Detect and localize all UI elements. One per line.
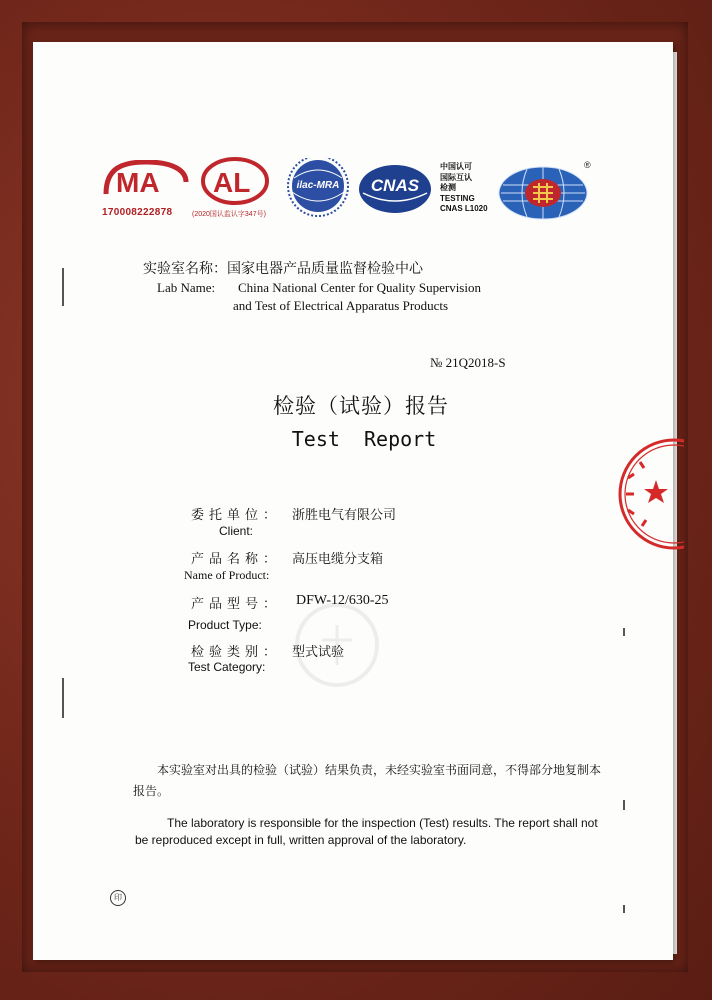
statement-en: The laboratory is responsible for the inspection (Test) results. The report shall not be reproduced except in full, written approval of the laboratory. <box>135 816 598 847</box>
lab-name-cn-value: 国家电器产品质量监督检验中心 <box>227 261 423 277</box>
lab-name-cn-label: 实验室名称： <box>143 261 227 277</box>
field-value-test-category: 型式试验 <box>292 645 345 660</box>
field-value-client: 浙胜电气有限公司 <box>292 508 397 523</box>
staple-mark <box>623 628 625 636</box>
statement-cn: 本实验室对出具的检验（试验）结果负责，未经实验室书面同意，不得部分地复制本报告。 <box>133 763 602 798</box>
field-label-en-product-type: Product Type: <box>188 618 262 632</box>
report-title-en: Test Report <box>291 427 437 451</box>
staple-mark <box>623 800 625 810</box>
cnas-info-line: TESTING <box>440 193 475 203</box>
staple-mark <box>623 905 625 913</box>
cnas-info-line: CNAS L1020 <box>440 204 488 213</box>
staple-mark <box>62 268 64 306</box>
field-label-cn-product-type: 产品型号： <box>191 597 282 612</box>
staple-mark <box>62 678 64 718</box>
cal-logo-text: AL <box>213 167 251 198</box>
cma-code: 170008222878 <box>102 207 173 218</box>
report-number: № 21Q2018-S <box>430 355 506 370</box>
print-mark-icon: 印 <box>110 890 126 906</box>
lab-name-en-label: Lab Name: <box>157 280 216 295</box>
red-seal-icon <box>604 438 684 550</box>
cal-logo-icon <box>200 156 270 206</box>
field-label-en-test-category: Test Category: <box>188 660 266 674</box>
cnas-logo-text: CNAS <box>370 176 420 195</box>
cnas-info-line: 国际互认 <box>440 172 472 182</box>
cnas-accreditation-info <box>440 162 488 215</box>
cma-note: (2020国认监认字347号) <box>192 211 266 218</box>
ilac-logo-text: ilac-MRA <box>296 180 340 191</box>
field-value-product-name: 高压电缆分支箱 <box>292 552 384 567</box>
registered-mark: ® <box>584 160 591 170</box>
lab-name-cn <box>143 258 423 278</box>
field-value-product-type: DFW-12/630-25 <box>296 593 389 608</box>
cnas-info-line: 检测 <box>440 183 456 192</box>
report-title-cn: 检验（试验）报告 <box>273 394 449 418</box>
field-label-cn-product-name: 产品名称： <box>191 552 282 567</box>
field-label-cn-test-category: 检验类别： <box>191 645 282 660</box>
lab-name-en-line2: and Test of Electrical Apparatus Products <box>233 298 449 313</box>
lab-name-en-line1: China National Center for Quality Supervision <box>238 280 481 295</box>
field-label-cn-client: 委托单位： <box>191 508 282 523</box>
field-label-en-product-name: Name of Product: <box>184 568 270 582</box>
cma-logo-text: MA <box>116 167 160 198</box>
field-label-en-client: Client: <box>219 524 254 538</box>
faint-stamp-icon <box>292 590 382 700</box>
cma-logo-icon <box>102 160 190 198</box>
cnas-info-line: 中国认可 <box>440 162 472 171</box>
globe-ccc-logo-icon <box>497 165 589 221</box>
